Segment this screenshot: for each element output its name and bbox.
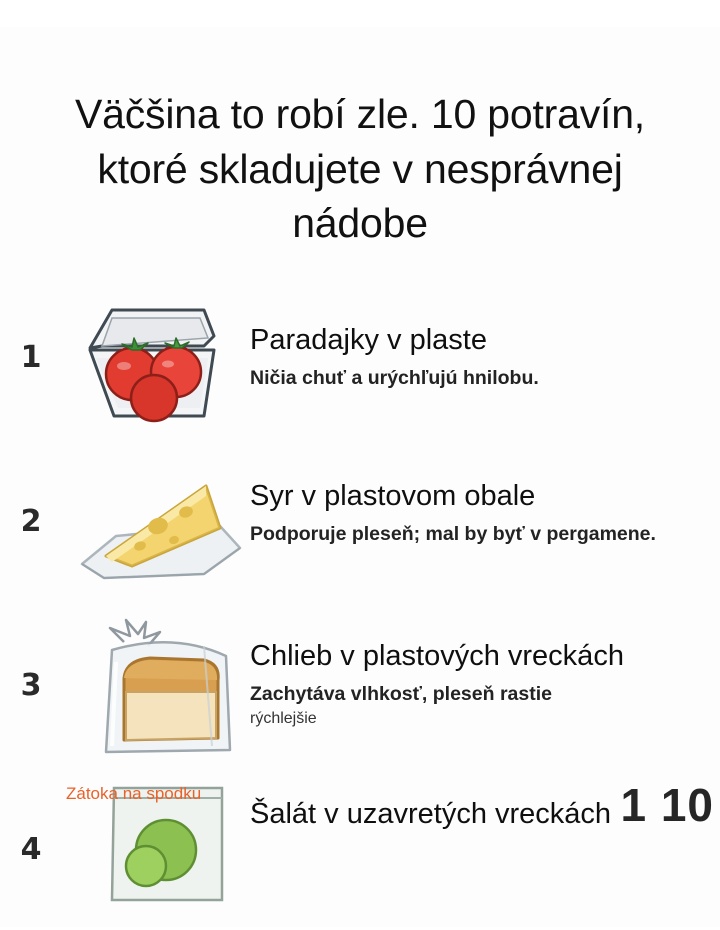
item-title: Syr v plastovom obale: [250, 479, 536, 512]
overlay-annotation-note: Zátoka na spodku: [66, 784, 202, 804]
tips-list: [0, 288, 720, 867]
list-item: [0, 288, 720, 438]
item-number: 2: [20, 503, 42, 539]
item-title: Šalát v uzavretých vreckách: [250, 797, 612, 830]
item-description: Ničia chuť a urýchľujú hnilobu.: [250, 367, 539, 390]
item-number: 1: [20, 339, 42, 375]
item-description: Podporuje pleseň; mal by byť v pergamene.: [250, 523, 656, 546]
bread-loaf-in-plastic-bag-icon: [54, 616, 244, 766]
item-text: [244, 452, 704, 548]
cheese-wedge-in-plastic-wrap-icon: [54, 452, 244, 602]
item-text: [244, 616, 704, 730]
item-number: 4: [20, 831, 42, 867]
list-item: [0, 616, 720, 766]
tomatoes-in-plastic-container-icon: [54, 288, 244, 438]
list-item: [0, 452, 720, 602]
item-text: [244, 288, 704, 392]
item-number: 3: [20, 667, 42, 703]
item-description: Zachytáva vlhkosť, pleseň rastie: [250, 683, 552, 706]
overlay-ghost-text: 1 10: [620, 778, 714, 831]
infographic-page: [0, 27, 720, 927]
item-title: Chlieb v plastových vreckách: [250, 639, 624, 672]
page-title: Väčšina to robí zle. 10 potravín, ktoré skladujete v nesprávnej nádobe: [74, 91, 645, 246]
item-description-cont: rýchlejšie: [250, 710, 317, 728]
item-title: Paradajky v plaste: [250, 323, 487, 356]
